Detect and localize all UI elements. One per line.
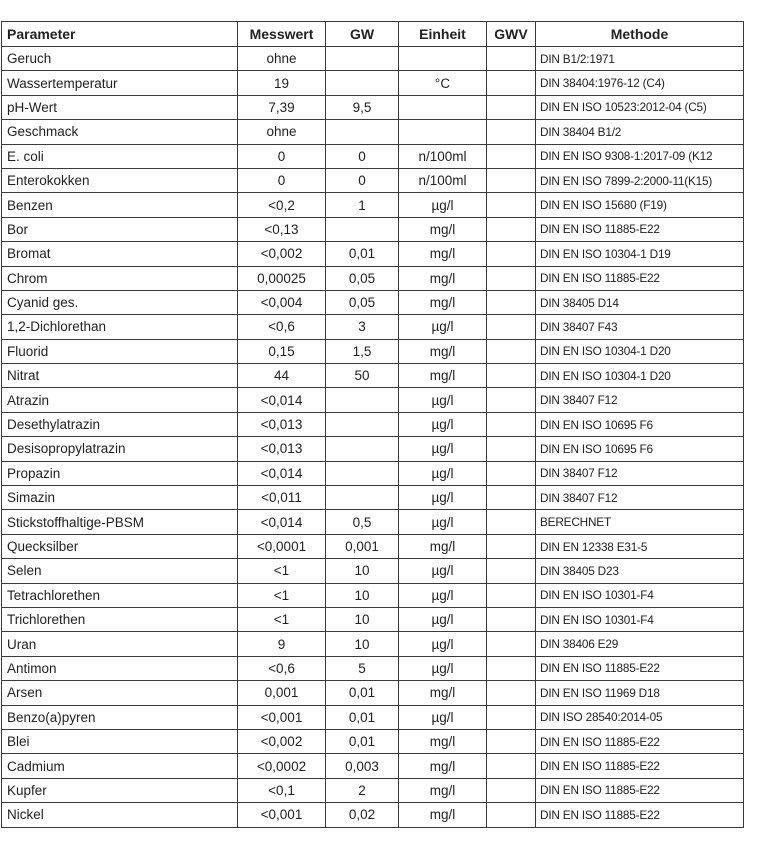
cell-parameter: Desisopropylatrazin <box>2 437 238 461</box>
cell-gw: 1 <box>326 193 399 217</box>
table-row <box>2 266 744 290</box>
cell-methode: DIN EN ISO 10695 F6 <box>536 412 744 436</box>
cell-einheit: µg/l <box>399 632 487 656</box>
cell-gwv <box>487 339 536 363</box>
cell-gw: 10 <box>326 559 399 583</box>
cell-gwv <box>487 681 536 705</box>
cell-parameter: E. coli <box>2 144 238 168</box>
cell-einheit: µg/l <box>399 315 487 339</box>
cell-messwert: <0,13 <box>238 217 326 241</box>
cell-gw <box>326 461 399 485</box>
table-row <box>2 607 744 631</box>
cell-methode: DIN EN ISO 11885-E22 <box>536 656 744 680</box>
cell-parameter: Uran <box>2 632 238 656</box>
cell-messwert: <0,014 <box>238 510 326 534</box>
cell-parameter: Enterokokken <box>2 168 238 192</box>
table-row <box>2 364 744 388</box>
cell-messwert: 0 <box>238 144 326 168</box>
cell-gw: 0 <box>326 168 399 192</box>
cell-einheit: µg/l <box>399 583 487 607</box>
water-analysis-table <box>1 21 744 828</box>
table-header-row <box>2 22 744 47</box>
cell-gw: 10 <box>326 583 399 607</box>
cell-messwert: <0,1 <box>238 778 326 802</box>
cell-gw <box>326 47 399 71</box>
cell-methode: DIN EN ISO 10304-1 D20 <box>536 339 744 363</box>
cell-einheit: mg/l <box>399 266 487 290</box>
cell-gw: 0,05 <box>326 266 399 290</box>
cell-gwv <box>487 168 536 192</box>
cell-einheit: µg/l <box>399 656 487 680</box>
water-analysis-table-container <box>1 21 743 828</box>
cell-gw <box>326 388 399 412</box>
cell-gwv <box>487 486 536 510</box>
cell-einheit: mg/l <box>399 754 487 778</box>
cell-messwert: <0,0001 <box>238 534 326 558</box>
header-methode: Methode <box>536 22 744 47</box>
cell-messwert: <1 <box>238 583 326 607</box>
cell-gw: 10 <box>326 632 399 656</box>
table-row <box>2 290 744 314</box>
cell-gw: 50 <box>326 364 399 388</box>
cell-methode: DIN EN ISO 10695 F6 <box>536 437 744 461</box>
table-row <box>2 242 744 266</box>
cell-parameter: Nickel <box>2 803 238 827</box>
cell-methode: DIN EN ISO 11885-E22 <box>536 803 744 827</box>
cell-einheit <box>399 47 487 71</box>
cell-methode: DIN 38405 D14 <box>536 290 744 314</box>
cell-parameter: Propazin <box>2 461 238 485</box>
cell-methode: DIN 38407 F12 <box>536 388 744 412</box>
cell-einheit: n/100ml <box>399 144 487 168</box>
cell-parameter: Blei <box>2 729 238 753</box>
cell-einheit: µg/l <box>399 461 487 485</box>
cell-gw: 3 <box>326 315 399 339</box>
cell-einheit: µg/l <box>399 510 487 534</box>
cell-gwv <box>487 754 536 778</box>
cell-einheit: mg/l <box>399 217 487 241</box>
cell-gw: 0,01 <box>326 242 399 266</box>
cell-methode: DIN EN ISO 11885-E22 <box>536 217 744 241</box>
cell-parameter: Tetrachlorethen <box>2 583 238 607</box>
cell-einheit: mg/l <box>399 729 487 753</box>
cell-methode: DIN B1/2:1971 <box>536 47 744 71</box>
cell-messwert: 0,001 <box>238 681 326 705</box>
table-row <box>2 803 744 827</box>
cell-gw: 0,01 <box>326 729 399 753</box>
cell-gwv <box>487 632 536 656</box>
cell-gwv <box>487 778 536 802</box>
cell-einheit: mg/l <box>399 803 487 827</box>
cell-parameter: Benzo(a)pyren <box>2 705 238 729</box>
cell-parameter: Kupfer <box>2 778 238 802</box>
cell-gwv <box>487 120 536 144</box>
cell-parameter: Bor <box>2 217 238 241</box>
header-messwert: Messwert <box>238 22 326 47</box>
cell-methode: DIN EN ISO 11885-E22 <box>536 729 744 753</box>
cell-gwv <box>487 729 536 753</box>
cell-messwert: <0,013 <box>238 412 326 436</box>
cell-methode: DIN EN ISO 10523:2012-04 (C5) <box>536 95 744 119</box>
cell-gw <box>326 71 399 95</box>
cell-gwv <box>487 71 536 95</box>
cell-einheit: µg/l <box>399 559 487 583</box>
cell-parameter: Nitrat <box>2 364 238 388</box>
table-row <box>2 559 744 583</box>
table-row <box>2 95 744 119</box>
cell-messwert: <1 <box>238 559 326 583</box>
cell-gwv <box>487 193 536 217</box>
cell-messwert: <0,013 <box>238 437 326 461</box>
cell-einheit: mg/l <box>399 364 487 388</box>
cell-messwert: <0,002 <box>238 729 326 753</box>
header-gwv: GWV <box>487 22 536 47</box>
cell-messwert: 44 <box>238 364 326 388</box>
cell-gwv <box>487 242 536 266</box>
table-row <box>2 168 744 192</box>
cell-gwv <box>487 607 536 631</box>
cell-gwv <box>487 534 536 558</box>
cell-parameter: Quecksilber <box>2 534 238 558</box>
cell-gw: 0,5 <box>326 510 399 534</box>
cell-gwv <box>487 388 536 412</box>
cell-parameter: Benzen <box>2 193 238 217</box>
cell-messwert: 0,15 <box>238 339 326 363</box>
cell-messwert: <0,011 <box>238 486 326 510</box>
cell-gw: 0,01 <box>326 681 399 705</box>
cell-einheit: µg/l <box>399 388 487 412</box>
cell-einheit: mg/l <box>399 534 487 558</box>
cell-parameter: Fluorid <box>2 339 238 363</box>
cell-gw: 2 <box>326 778 399 802</box>
cell-parameter: Cadmium <box>2 754 238 778</box>
table-row <box>2 71 744 95</box>
cell-gwv <box>487 290 536 314</box>
cell-messwert: <0,014 <box>238 461 326 485</box>
cell-methode: DIN EN ISO 10304-1 D19 <box>536 242 744 266</box>
cell-gw: 1,5 <box>326 339 399 363</box>
cell-messwert: <0,6 <box>238 656 326 680</box>
cell-messwert: <0,002 <box>238 242 326 266</box>
cell-gw: 5 <box>326 656 399 680</box>
cell-gwv <box>487 559 536 583</box>
cell-parameter: Antimon <box>2 656 238 680</box>
cell-methode: DIN 38406 E29 <box>536 632 744 656</box>
cell-parameter: Stickstoffhaltige-PBSM <box>2 510 238 534</box>
table-row <box>2 47 744 71</box>
cell-methode: DIN 38405 D23 <box>536 559 744 583</box>
cell-gwv <box>487 437 536 461</box>
table-row <box>2 778 744 802</box>
cell-messwert: <0,2 <box>238 193 326 217</box>
cell-gw: 9,5 <box>326 95 399 119</box>
cell-messwert: 19 <box>238 71 326 95</box>
cell-gwv <box>487 705 536 729</box>
table-row <box>2 486 744 510</box>
table-body <box>2 47 744 828</box>
cell-parameter: Wassertemperatur <box>2 71 238 95</box>
cell-gwv <box>487 95 536 119</box>
table-row <box>2 437 744 461</box>
cell-gwv <box>487 656 536 680</box>
cell-gwv <box>487 217 536 241</box>
table-row <box>2 656 744 680</box>
cell-einheit: n/100ml <box>399 168 487 192</box>
table-row <box>2 120 744 144</box>
cell-einheit: µg/l <box>399 486 487 510</box>
table-row <box>2 510 744 534</box>
header-einheit: Einheit <box>399 22 487 47</box>
cell-gwv <box>487 315 536 339</box>
cell-methode: DIN EN 12338 E31-5 <box>536 534 744 558</box>
cell-einheit <box>399 95 487 119</box>
cell-gwv <box>487 364 536 388</box>
cell-methode: DIN EN ISO 7899-2:2000-11(K15) <box>536 168 744 192</box>
cell-parameter: Bromat <box>2 242 238 266</box>
table-row <box>2 217 744 241</box>
cell-gw: 0,02 <box>326 803 399 827</box>
cell-einheit: mg/l <box>399 778 487 802</box>
cell-gwv <box>487 803 536 827</box>
cell-parameter: Trichlorethen <box>2 607 238 631</box>
cell-einheit: µg/l <box>399 607 487 631</box>
cell-einheit: µg/l <box>399 193 487 217</box>
cell-gwv <box>487 510 536 534</box>
header-parameter: Parameter <box>2 22 238 47</box>
cell-gwv <box>487 412 536 436</box>
cell-methode: DIN EN ISO 15680 (F19) <box>536 193 744 217</box>
cell-parameter: Arsen <box>2 681 238 705</box>
table-row <box>2 315 744 339</box>
cell-methode: DIN EN ISO 9308-1:2017-09 (K12 <box>536 144 744 168</box>
cell-messwert: 9 <box>238 632 326 656</box>
cell-gwv <box>487 144 536 168</box>
cell-messwert: ohne <box>238 47 326 71</box>
table-row <box>2 583 744 607</box>
cell-einheit: mg/l <box>399 339 487 363</box>
cell-einheit: °C <box>399 71 487 95</box>
cell-messwert: <0,001 <box>238 803 326 827</box>
cell-parameter: Selen <box>2 559 238 583</box>
cell-gw: 0,003 <box>326 754 399 778</box>
cell-einheit: mg/l <box>399 290 487 314</box>
table-row <box>2 193 744 217</box>
cell-methode: DIN 38407 F12 <box>536 486 744 510</box>
cell-gw <box>326 437 399 461</box>
cell-parameter: Geschmack <box>2 120 238 144</box>
table-row <box>2 339 744 363</box>
cell-parameter: Chrom <box>2 266 238 290</box>
cell-gw: 0,05 <box>326 290 399 314</box>
cell-parameter: Desethylatrazin <box>2 412 238 436</box>
header-gw: GW <box>326 22 399 47</box>
cell-messwert: <0,004 <box>238 290 326 314</box>
cell-gwv <box>487 266 536 290</box>
cell-methode: DIN ISO 28540:2014-05 <box>536 705 744 729</box>
cell-methode: DIN EN ISO 10304-1 D20 <box>536 364 744 388</box>
cell-gwv <box>487 583 536 607</box>
cell-methode: DIN 38404:1976-12 (C4) <box>536 71 744 95</box>
cell-gw: 10 <box>326 607 399 631</box>
table-row <box>2 632 744 656</box>
cell-methode: DIN EN ISO 11969 D18 <box>536 681 744 705</box>
table-row <box>2 388 744 412</box>
cell-methode: DIN EN ISO 11885-E22 <box>536 266 744 290</box>
cell-parameter: Cyanid ges. <box>2 290 238 314</box>
cell-messwert: ohne <box>238 120 326 144</box>
cell-gwv <box>487 47 536 71</box>
cell-einheit: µg/l <box>399 437 487 461</box>
cell-methode: DIN 38407 F43 <box>536 315 744 339</box>
cell-messwert: 0 <box>238 168 326 192</box>
cell-einheit: mg/l <box>399 681 487 705</box>
cell-einheit <box>399 120 487 144</box>
cell-gw: 0,01 <box>326 705 399 729</box>
cell-einheit: mg/l <box>399 242 487 266</box>
table-row <box>2 144 744 168</box>
cell-gw: 0 <box>326 144 399 168</box>
cell-gw: 0,001 <box>326 534 399 558</box>
cell-parameter: Atrazin <box>2 388 238 412</box>
cell-gw <box>326 217 399 241</box>
cell-parameter: Simazin <box>2 486 238 510</box>
cell-methode: DIN EN ISO 10301-F4 <box>536 583 744 607</box>
cell-gw <box>326 486 399 510</box>
table-row <box>2 461 744 485</box>
cell-methode: BERECHNET <box>536 510 744 534</box>
table-row <box>2 705 744 729</box>
cell-einheit: µg/l <box>399 705 487 729</box>
table-row <box>2 412 744 436</box>
cell-messwert: <0,0002 <box>238 754 326 778</box>
cell-gw <box>326 412 399 436</box>
cell-einheit: µg/l <box>399 412 487 436</box>
cell-messwert: <1 <box>238 607 326 631</box>
table-row <box>2 681 744 705</box>
table-row <box>2 754 744 778</box>
cell-messwert: 0,00025 <box>238 266 326 290</box>
cell-methode: DIN EN ISO 11885-E22 <box>536 754 744 778</box>
cell-methode: DIN 38407 F12 <box>536 461 744 485</box>
cell-methode: DIN EN ISO 11885-E22 <box>536 778 744 802</box>
cell-methode: DIN EN ISO 10301-F4 <box>536 607 744 631</box>
cell-messwert: <0,014 <box>238 388 326 412</box>
table-row <box>2 534 744 558</box>
cell-gw <box>326 120 399 144</box>
cell-gwv <box>487 461 536 485</box>
table-row <box>2 729 744 753</box>
cell-parameter: 1,2-Dichlorethan <box>2 315 238 339</box>
cell-messwert: 7,39 <box>238 95 326 119</box>
cell-methode: DIN 38404 B1/2 <box>536 120 744 144</box>
cell-parameter: pH-Wert <box>2 95 238 119</box>
cell-parameter: Geruch <box>2 47 238 71</box>
cell-messwert: <0,6 <box>238 315 326 339</box>
cell-messwert: <0,001 <box>238 705 326 729</box>
